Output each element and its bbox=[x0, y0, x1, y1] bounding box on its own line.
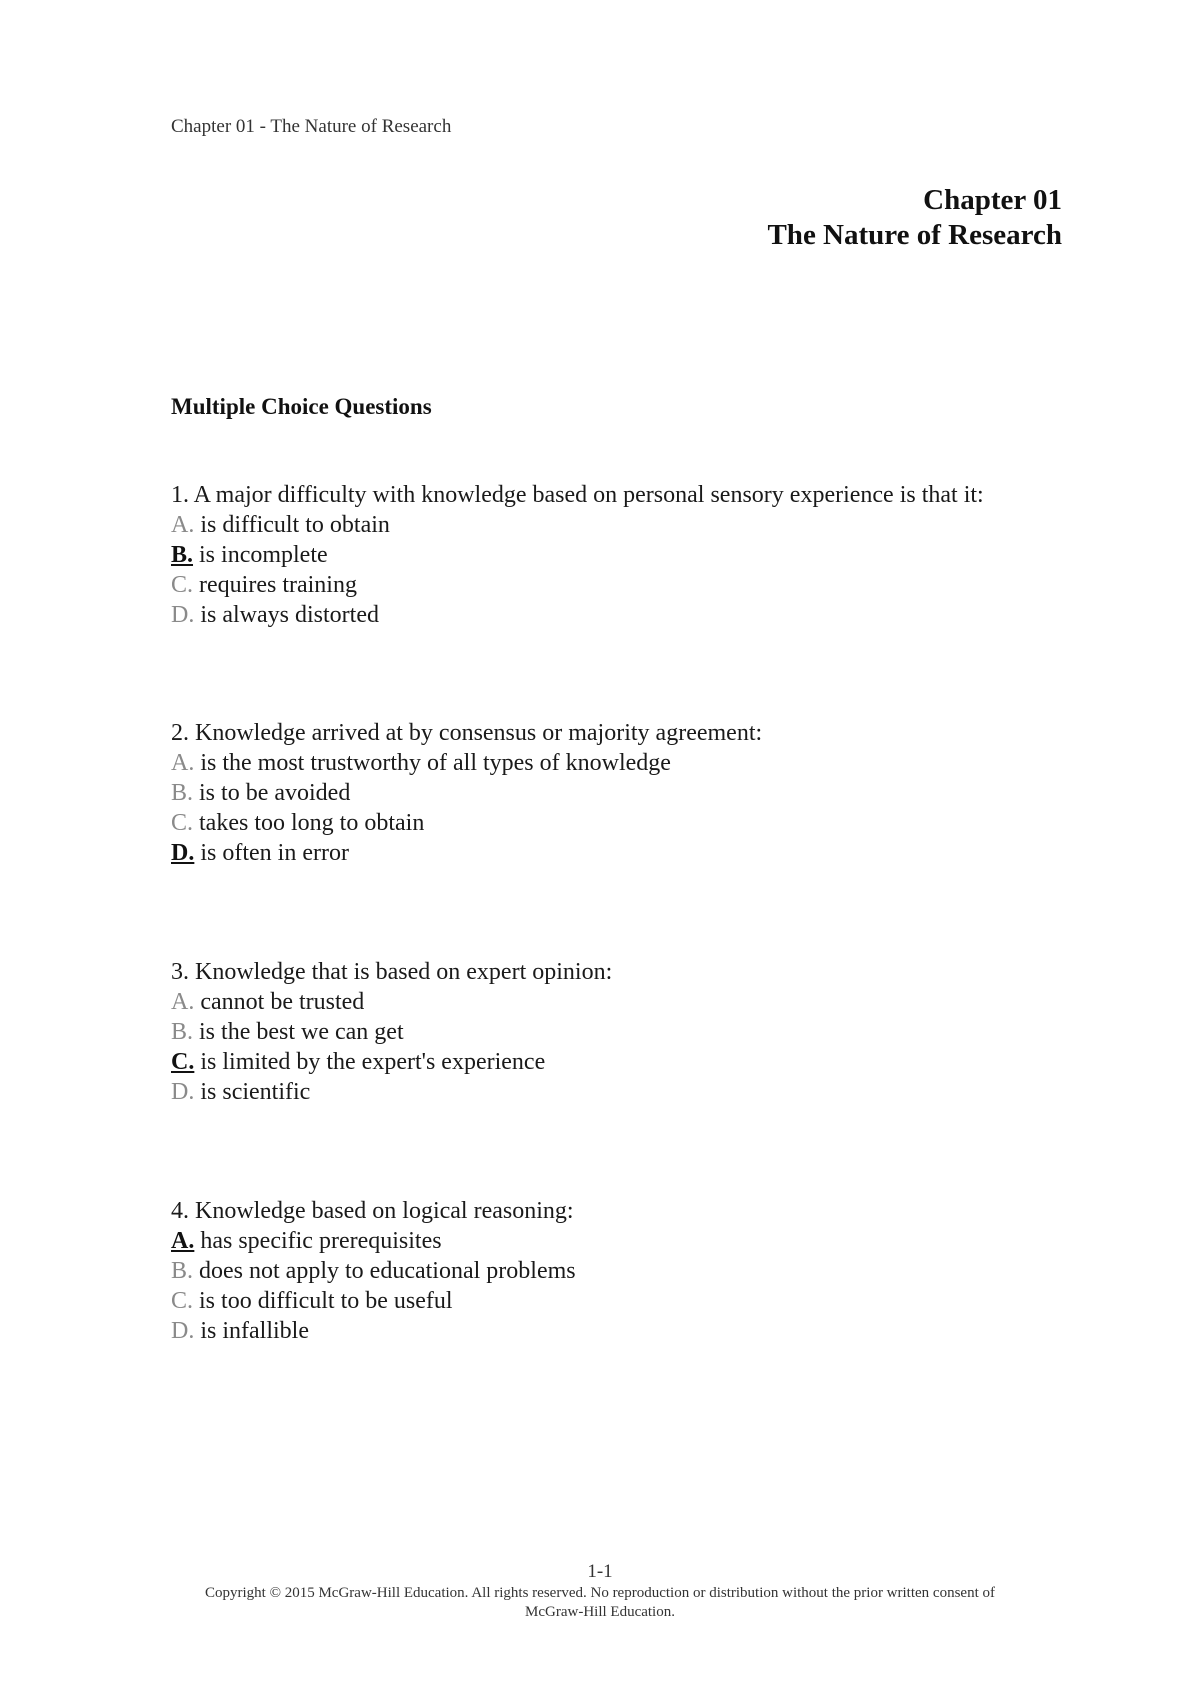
option-a bbox=[171, 748, 762, 778]
option-text: is the most trustworthy of all types of knowledge bbox=[200, 750, 671, 776]
chapter-number: Chapter 01 bbox=[923, 184, 1062, 216]
option-b bbox=[171, 1256, 576, 1286]
option-c bbox=[171, 1286, 576, 1316]
correct-answer-letter: A. bbox=[171, 1228, 195, 1254]
option-text: is always distorted bbox=[200, 602, 379, 628]
option-letter: D. bbox=[171, 1318, 195, 1344]
option-b bbox=[171, 540, 984, 570]
option-letter: D. bbox=[171, 602, 195, 628]
section-heading: Multiple Choice Questions bbox=[171, 394, 432, 419]
option-c bbox=[171, 570, 984, 600]
option-d bbox=[171, 600, 984, 630]
copyright-notice bbox=[170, 1584, 1030, 1622]
option-text: cannot be trusted bbox=[200, 989, 365, 1015]
option-a bbox=[171, 510, 984, 540]
option-text: is too difficult to be useful bbox=[199, 1288, 453, 1314]
question-3 bbox=[171, 957, 612, 1107]
option-letter: C. bbox=[171, 810, 194, 836]
option-letter: B. bbox=[171, 1019, 194, 1045]
option-b bbox=[171, 1017, 612, 1047]
option-text: does not apply to educational problems bbox=[199, 1258, 576, 1284]
option-text: requires training bbox=[199, 572, 357, 598]
option-text: is to be avoided bbox=[199, 780, 351, 806]
page-number: 1-1 bbox=[587, 1561, 613, 1582]
option-text: has specific prerequisites bbox=[200, 1228, 442, 1254]
option-text: is incomplete bbox=[199, 542, 328, 568]
option-d bbox=[171, 1077, 612, 1107]
chapter-title bbox=[767, 183, 1062, 253]
option-c bbox=[171, 1047, 612, 1077]
option-letter: A. bbox=[171, 512, 195, 538]
option-text: is often in error bbox=[200, 840, 349, 866]
question-stem: 1. A major difficulty with knowledge based on personal sensory experience is that it: bbox=[171, 482, 984, 508]
option-letter: B. bbox=[171, 780, 194, 806]
copyright-line-1: Copyright © 2015 McGraw-Hill Education. All rights reserved. No reproduction or distribution without the prior written consent of bbox=[204, 1585, 995, 1601]
question-stem: 2. Knowledge arrived at by consensus or majority agreement: bbox=[171, 720, 763, 746]
option-text: is difficult to obtain bbox=[200, 512, 390, 538]
option-text: takes too long to obtain bbox=[199, 810, 425, 836]
option-letter: B. bbox=[171, 1258, 194, 1284]
option-b bbox=[171, 778, 762, 808]
question-1 bbox=[171, 480, 984, 630]
option-letter: D. bbox=[171, 1079, 195, 1105]
question-2 bbox=[171, 718, 762, 868]
chapter-name: The Nature of Research bbox=[767, 219, 1062, 251]
option-letter: C. bbox=[171, 1288, 194, 1314]
question-stem: 4. Knowledge based on logical reasoning: bbox=[171, 1198, 574, 1224]
copyright-line-2: McGraw-Hill Education. bbox=[525, 1604, 675, 1620]
page-footer bbox=[0, 1560, 1200, 1622]
option-letter: C. bbox=[171, 572, 194, 598]
option-text: is scientific bbox=[200, 1079, 311, 1105]
correct-answer-letter: D. bbox=[171, 840, 195, 866]
option-text: is limited by the expert's experience bbox=[200, 1049, 546, 1075]
option-letter: A. bbox=[171, 989, 195, 1015]
option-letter: A. bbox=[171, 750, 195, 776]
option-d bbox=[171, 1316, 576, 1346]
option-c bbox=[171, 808, 762, 838]
option-a bbox=[171, 987, 612, 1017]
correct-answer-letter: C. bbox=[171, 1049, 195, 1075]
correct-answer-letter: B. bbox=[171, 542, 194, 568]
option-a bbox=[171, 1226, 576, 1256]
option-text: is infallible bbox=[200, 1318, 309, 1344]
question-stem: 3. Knowledge that is based on expert opinion: bbox=[171, 959, 613, 985]
question-4 bbox=[171, 1196, 576, 1346]
option-text: is the best we can get bbox=[199, 1019, 404, 1045]
option-d bbox=[171, 838, 762, 868]
running-header: Chapter 01 - The Nature of Research bbox=[171, 116, 452, 137]
